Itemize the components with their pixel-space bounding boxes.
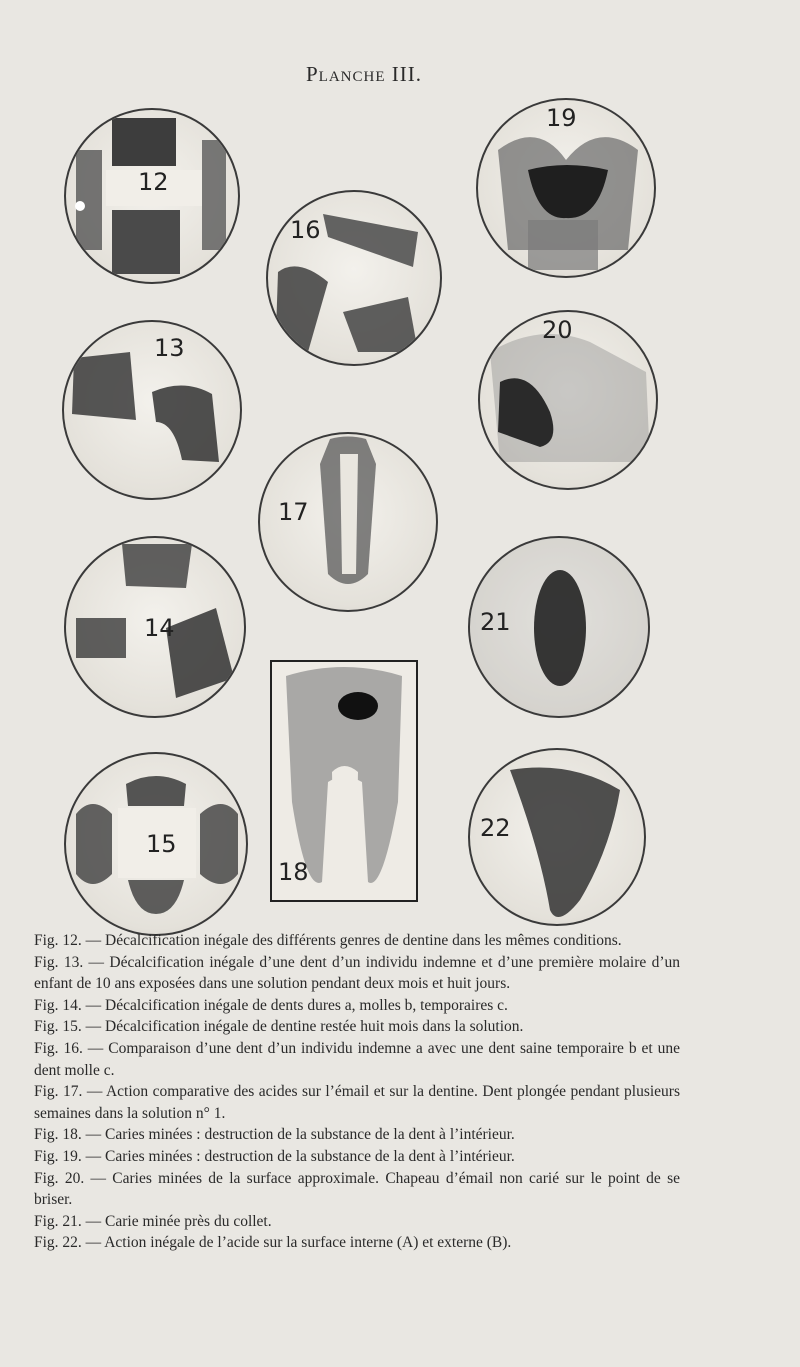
figure-18 bbox=[270, 660, 418, 902]
figure-18-number: 18 bbox=[278, 858, 309, 886]
plate-title: Planche III. bbox=[306, 62, 422, 86]
figure-20-number: 20 bbox=[542, 316, 573, 344]
figure-16 bbox=[266, 190, 442, 366]
caption-fig-15: Fig. 15. — Décalcification inégale de dentine restée huit mois dans la solution. bbox=[34, 1018, 524, 1036]
figure-13 bbox=[62, 320, 242, 500]
figure-14 bbox=[64, 536, 246, 718]
figure-17-number: 17 bbox=[278, 498, 309, 526]
figure-16-number: 16 bbox=[290, 216, 321, 244]
figure-22 bbox=[468, 748, 646, 926]
caption-fig-18: Fig. 18. — Caries minées : destruction de la substance de la dent à l’intérieur. bbox=[34, 1126, 515, 1144]
caption-fig-16: Fig. 16. — Comparaison d’une dent d’un individu indemne a avec une dent saine temporaire b et une dent molle c. bbox=[34, 1039, 680, 1079]
caption-fig-17: Fig. 17. — Action comparative des acides sur l’émail et sur la dentine. Dent plongée pendant plusieurs semaines dans la solution n° 1. bbox=[34, 1083, 680, 1122]
figure-captions bbox=[34, 930, 680, 1254]
figure-22-number: 22 bbox=[480, 814, 511, 842]
caption-fig-22: Fig. 22. — Action inégale de l’acide sur la surface interne (A) et externe (B). bbox=[34, 1234, 512, 1252]
figure-20 bbox=[478, 310, 658, 490]
figure-17 bbox=[258, 432, 438, 612]
caption-fig-21: Fig. 21. — Carie minée près du collet. bbox=[34, 1212, 272, 1230]
caption-fig-19: Fig. 19. — Caries minées : destruction de la substance de la dent à l’intérieur. bbox=[34, 1147, 515, 1165]
figure-13-illustration bbox=[64, 322, 240, 498]
figure-19-number: 19 bbox=[546, 104, 577, 132]
figure-19 bbox=[476, 98, 656, 278]
caption-fig-14: Fig. 14. — Décalcification inégale de dents dures a, molles b, temporaires c. bbox=[34, 996, 508, 1014]
figure-12-number: 12 bbox=[138, 168, 169, 196]
figure-15-number: 15 bbox=[146, 830, 177, 858]
figure-14-number: 14 bbox=[144, 614, 175, 642]
figure-15 bbox=[64, 752, 248, 936]
figure-12-illustration bbox=[66, 110, 238, 282]
caption-fig-20: Fig. 20. — Caries minées de la surface approximale. Chapeau d’émail non carié sur le point de se briser. bbox=[34, 1169, 680, 1209]
figure-13-number: 13 bbox=[154, 334, 185, 362]
figure-21-number: 21 bbox=[480, 608, 511, 636]
figure-12 bbox=[64, 108, 240, 284]
caption-fig-12: Fig. 12. — Décalcification inégale des différents genres de dentine dans les mêmes conditions. bbox=[34, 932, 622, 949]
caption-fig-13: Fig. 13. — Décalcification inégale d’une dent d’un individu indemne et d’une première molaire d’un enfant de 10 ans exposées dans une solution pendant deux mois et huit jours. bbox=[34, 953, 680, 993]
figure-21 bbox=[468, 536, 650, 718]
